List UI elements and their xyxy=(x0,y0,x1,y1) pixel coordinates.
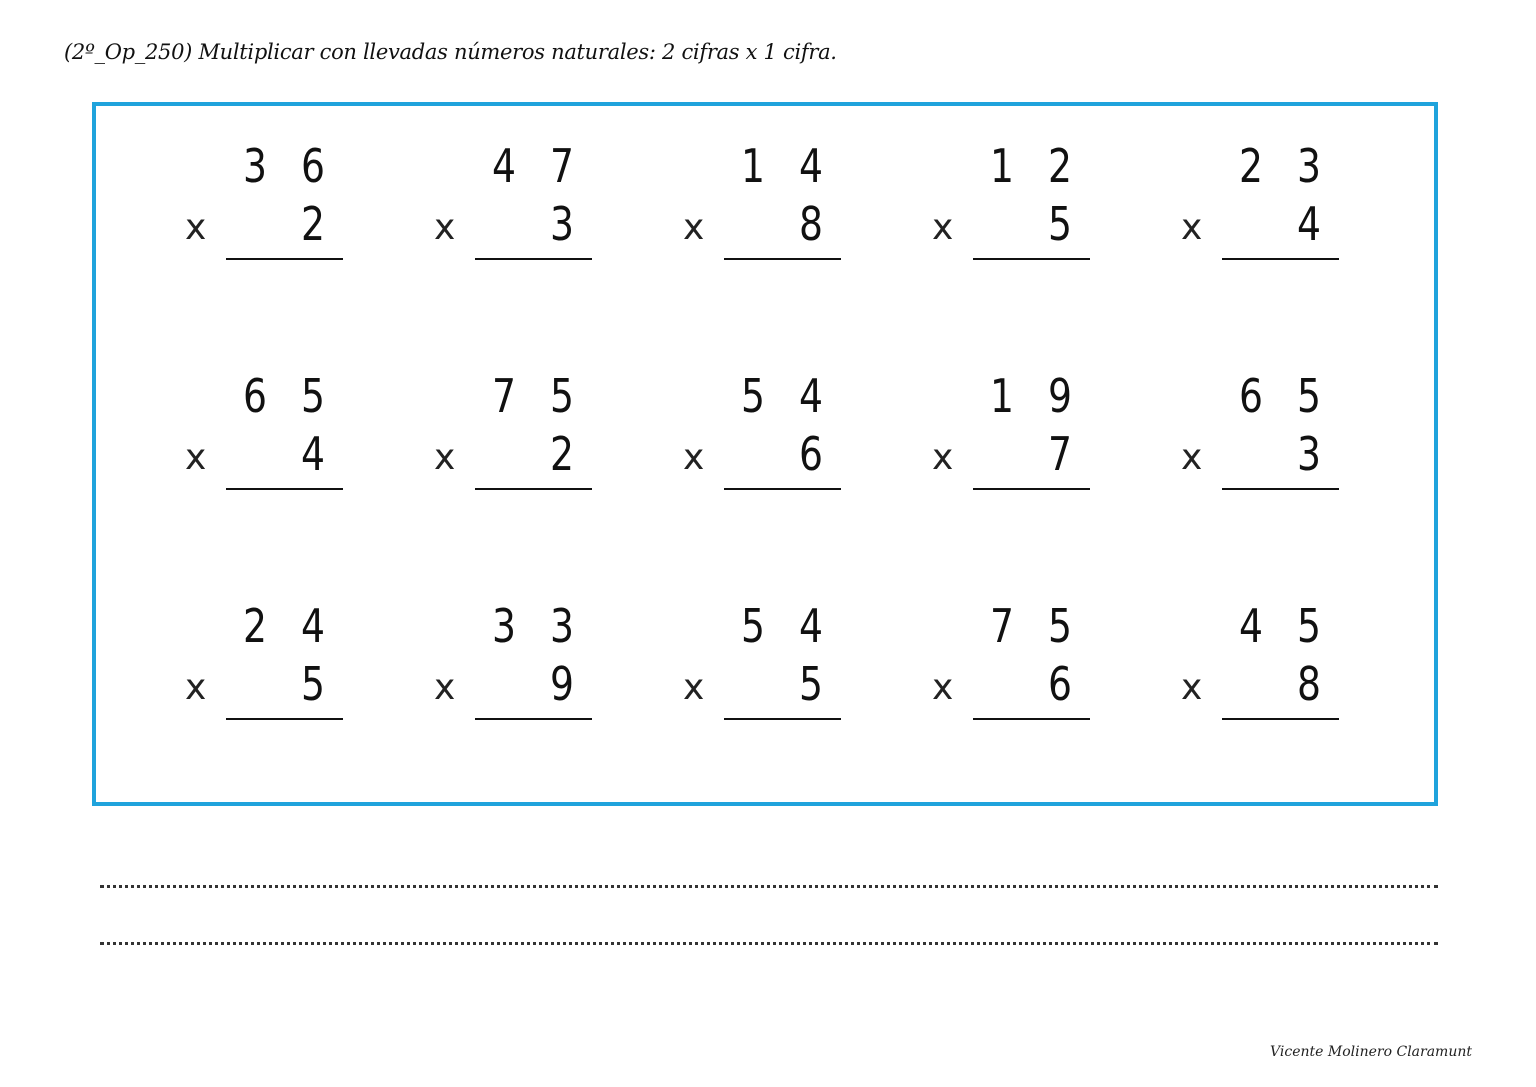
top-units-digit: 5 xyxy=(300,369,326,423)
multiplication-sign: x xyxy=(932,207,954,248)
bottom-digit: 6 xyxy=(798,427,824,481)
bottom-digit: 2 xyxy=(300,197,326,251)
top-tens-digit: 6 xyxy=(1238,369,1264,423)
answer-line xyxy=(1222,258,1339,260)
multiplication-sign: x xyxy=(1181,667,1203,708)
answer-line xyxy=(226,488,343,490)
bottom-digit: 7 xyxy=(1047,427,1073,481)
top-tens-digit: 1 xyxy=(989,369,1015,423)
top-units-digit: 3 xyxy=(549,599,575,653)
bottom-digit: 9 xyxy=(549,657,575,711)
bottom-digit: 5 xyxy=(798,657,824,711)
problem xyxy=(185,370,345,490)
answer-line xyxy=(1222,488,1339,490)
answer-line xyxy=(973,718,1090,720)
top-tens-digit: 5 xyxy=(740,599,766,653)
top-tens-digit: 5 xyxy=(740,369,766,423)
multiplication-sign: x xyxy=(683,207,705,248)
problem xyxy=(185,140,345,260)
worksheet-title: (2º_Op_250) Multiplicar con llevadas números naturales: 2 cifras x 1 cifra. xyxy=(64,40,837,64)
bottom-digit: 5 xyxy=(1047,197,1073,251)
top-tens-digit: 7 xyxy=(491,369,517,423)
answer-line xyxy=(226,718,343,720)
answer-line xyxy=(973,258,1090,260)
multiplication-sign: x xyxy=(185,667,207,708)
top-units-digit: 7 xyxy=(549,139,575,193)
answer-line xyxy=(475,258,592,260)
top-units-digit: 5 xyxy=(549,369,575,423)
bottom-digit: 4 xyxy=(1296,197,1322,251)
top-units-digit: 4 xyxy=(300,599,326,653)
bottom-digit: 6 xyxy=(1047,657,1073,711)
bottom-digit: 3 xyxy=(549,197,575,251)
problem xyxy=(1181,370,1341,490)
top-units-digit: 3 xyxy=(1296,139,1322,193)
top-tens-digit: 1 xyxy=(989,139,1015,193)
top-units-digit: 4 xyxy=(798,599,824,653)
top-tens-digit: 3 xyxy=(491,599,517,653)
top-units-digit: 4 xyxy=(798,369,824,423)
problem xyxy=(683,370,843,490)
problem xyxy=(683,600,843,720)
answer-line xyxy=(724,488,841,490)
bottom-digit: 2 xyxy=(549,427,575,481)
dotted-writing-line[interactable] xyxy=(100,885,1438,888)
dotted-writing-line[interactable] xyxy=(100,942,1438,945)
top-units-digit: 9 xyxy=(1047,369,1073,423)
bottom-digit: 3 xyxy=(1296,427,1322,481)
top-tens-digit: 2 xyxy=(1238,139,1264,193)
multiplication-sign: x xyxy=(683,437,705,478)
multiplication-sign: x xyxy=(683,667,705,708)
multiplication-sign: x xyxy=(434,207,456,248)
top-tens-digit: 1 xyxy=(740,139,766,193)
answer-line xyxy=(973,488,1090,490)
answer-line xyxy=(475,718,592,720)
problem xyxy=(932,370,1092,490)
top-tens-digit: 4 xyxy=(1238,599,1264,653)
top-tens-digit: 7 xyxy=(989,599,1015,653)
top-units-digit: 5 xyxy=(1296,599,1322,653)
answer-line xyxy=(475,488,592,490)
top-units-digit: 2 xyxy=(1047,139,1073,193)
multiplication-sign: x xyxy=(932,437,954,478)
bottom-digit: 8 xyxy=(798,197,824,251)
top-tens-digit: 2 xyxy=(242,599,268,653)
problem xyxy=(434,600,594,720)
problem xyxy=(683,140,843,260)
answer-line xyxy=(226,258,343,260)
multiplication-sign: x xyxy=(185,207,207,248)
answer-line xyxy=(724,718,841,720)
top-tens-digit: 6 xyxy=(242,369,268,423)
problem xyxy=(185,600,345,720)
bottom-digit: 8 xyxy=(1296,657,1322,711)
answer-line xyxy=(1222,718,1339,720)
top-units-digit: 6 xyxy=(300,139,326,193)
problem xyxy=(932,600,1092,720)
top-tens-digit: 4 xyxy=(491,139,517,193)
multiplication-sign: x xyxy=(932,667,954,708)
author-signature: Vicente Molinero Claramunt xyxy=(1270,1044,1472,1060)
top-units-digit: 4 xyxy=(798,139,824,193)
problem xyxy=(1181,600,1341,720)
bottom-digit: 4 xyxy=(300,427,326,481)
bottom-digit: 5 xyxy=(300,657,326,711)
problem xyxy=(434,140,594,260)
multiplication-sign: x xyxy=(434,437,456,478)
problem xyxy=(434,370,594,490)
multiplication-sign: x xyxy=(434,667,456,708)
top-tens-digit: 3 xyxy=(242,139,268,193)
problem xyxy=(932,140,1092,260)
multiplication-sign: x xyxy=(185,437,207,478)
multiplication-sign: x xyxy=(1181,437,1203,478)
top-units-digit: 5 xyxy=(1296,369,1322,423)
answer-line xyxy=(724,258,841,260)
top-units-digit: 5 xyxy=(1047,599,1073,653)
problem xyxy=(1181,140,1341,260)
multiplication-sign: x xyxy=(1181,207,1203,248)
